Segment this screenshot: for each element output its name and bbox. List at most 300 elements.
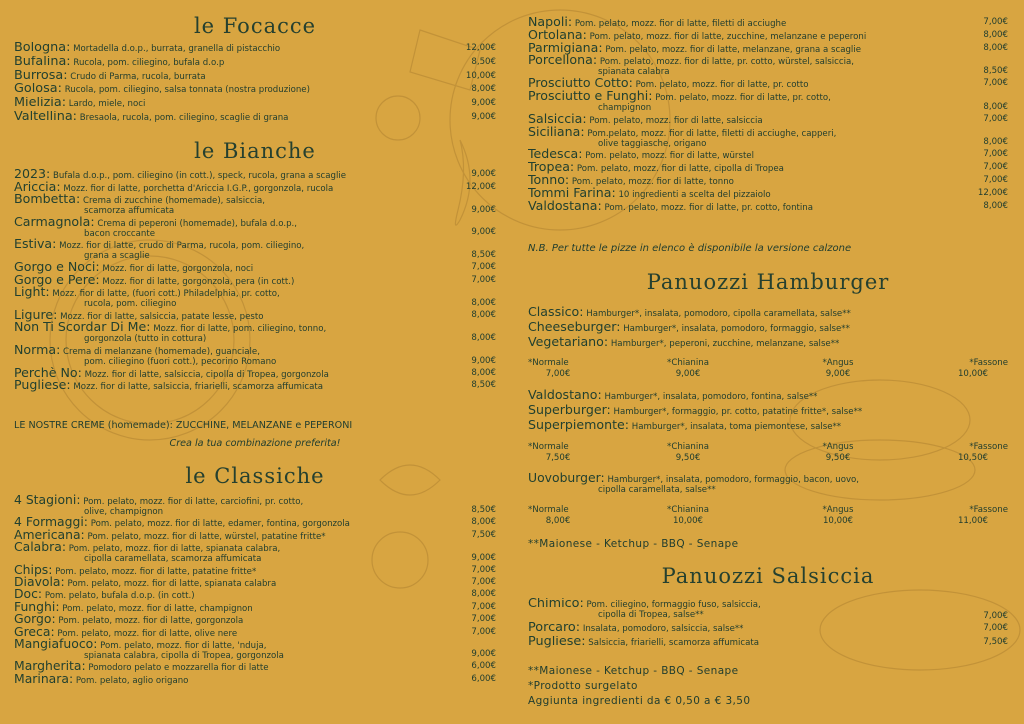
menu-item-line [14,193,496,206]
price-cell-label: *Angus [822,442,854,452]
menu-item-name: Superpiemonte: [528,419,630,432]
menu-item-desc-cont: cipolla caramellata, salse** [598,485,716,495]
menu-item [528,404,1008,417]
menu-item-line [14,541,496,554]
creme-note: LE NOSTRE CREME (homemade): ZUCCHINE, MELANZANE e PEPERONI [14,420,353,431]
menu-item-line [528,622,1008,634]
price-cell-value: 9,00€ [825,368,851,379]
menu-item-name: Perchè No: [14,366,82,380]
menu-item-name: Prosciutto Cotto: [528,77,633,91]
menu-item-desc-cont: scamorza affumicata [84,206,175,217]
price-cell-value: 11,00€ [957,515,989,526]
menu-item-desc: Pom. pelato, mozz. fior di latte, patatine fritte* [55,566,257,577]
menu-item-line [14,321,496,334]
menu-item-price: 9,00€ [471,204,496,215]
classiche-title: le Classiche [185,464,325,488]
menu-item-price: 8,50€ [471,249,496,260]
menu-item-price: 8,00€ [471,517,496,528]
menu-item-desc: Pom. pelato, mozz. fior di latte, tonno [571,177,734,187]
menu-item-name: Bufalina: [14,55,71,68]
menu-item-line [528,90,1008,103]
menu-item-name: Mangiafuoco: [14,638,98,651]
menu-item-desc: Hamburger*, insalata, toma piemontese, salse** [631,422,842,432]
price-cell-label: *Fassone [969,358,1008,368]
menu-item-desc: Pom. pelato, mozz. fior di latte, salsiccia [589,115,763,126]
menu-item-desc: Pom. ciliegino, formaggio fuso, salsiccia, [586,600,761,610]
menu-item-price: 7,50€ [471,529,496,540]
menu-item-line [14,601,496,614]
menu-item-price: 7,50€ [983,637,1008,647]
menu-item-line [528,321,1008,334]
menu-item-price: 8,50€ [983,66,1008,77]
menu-item-desc: Pomodoro pelato e mozzarella fior di latte [88,663,269,674]
price-cell-label: *Chianina [667,442,709,452]
menu-item-desc: Lardo, miele, noci [68,99,146,110]
menu-item-line [528,161,1008,174]
menu-item-price: 9,00€ [471,552,496,563]
menu-item-desc-cont: olive taggiasche, origano [598,138,707,149]
menu-item-line [14,97,496,109]
price-cell [938,442,1008,463]
menu-item-desc: Mozz. fior di latte, pom. ciliegino, tonno, [153,324,327,335]
menu-item [14,494,496,517]
menu-item-desc: Pom. pelato, mozz. fior di latte, 'nduja, [100,641,267,651]
menu-item [528,77,1008,90]
menu-item-name: Gorgo e Pere: [14,273,100,287]
menu-item-line [528,113,1008,126]
extra-ingredients-note: Aggiunta ingredienti da € 0,50 a € 3,50 [528,695,751,707]
menu-item-line [14,494,496,507]
salsiccia-title: Panuozzi Salsiccia [661,564,875,588]
price-cell [638,358,738,379]
menu-item-line [528,148,1008,161]
menu-item-line [14,261,496,274]
menu-item-name: Parmigiana: [528,41,603,55]
menu-item-line [14,564,496,577]
menu-item [14,238,496,261]
menu-item-name: Marinara: [14,672,74,686]
menu-item-name: Cheeseburger: [528,321,621,334]
menu-item-name: Norma: [14,344,61,357]
menu-item-desc: Hamburger*, peperoni, zucchine, melanzane, salse** [610,339,840,349]
menu-item-desc: 10 ingredienti a scelta del pizzaiolo [618,189,771,200]
menu-item-name: Non Ti Scordar Di Me: [14,321,151,335]
menu-item [528,174,1008,187]
menu-item-line [14,181,496,194]
menu-item [528,419,1008,432]
menu-item-desc: Pom. pelato, mozz. fior di latte, gorgonzola [58,616,244,627]
menu-item-name: Valtellina: [14,111,77,123]
price-cell-value: 8,00€ [545,515,571,526]
menu-item [528,126,1008,149]
focacce-title: le Focacce [193,14,317,38]
menu-item-price: 6,00€ [471,661,496,672]
price-cell [788,505,888,526]
menu-item-name: Chimico: [528,598,584,610]
menu-item-line [14,613,496,626]
price-cell-label: *Normale [528,442,569,452]
menu-item-name: Classico: [528,306,584,319]
price-cell-label: *Chianina [667,358,709,368]
price-cell-label: *Fassone [969,442,1008,452]
menu-item-desc: Rucola, pom. ciliegino, salsa tonnata (nostra produzione) [64,85,310,96]
menu-item-price: 9,00€ [471,98,496,109]
menu-item-desc-cont: spianata calabra, cipolla di Tropea, gorgonzola [84,651,284,661]
menu-item-price: 7,00€ [983,113,1008,124]
menu-item-line [14,673,496,686]
menu-item-price: 8,00€ [471,297,496,308]
salsiccia-sauces: **Maionese - Ketchup - BBQ - Senape [528,665,739,677]
menu-item-line [14,111,496,123]
menu-item-name: Prosciutto e Funghi: [528,90,653,103]
menu-item-desc: Pom. pelato, mozz. fior di latte, filetti di acciughe [574,19,787,29]
menu-item [14,193,496,216]
menu-item-line [14,70,496,82]
menu-item-line [528,389,1008,402]
menu-item-desc: Pom. pelato, mozz. fior di latte, pr. cotto, [655,93,831,103]
menu-item-desc: Hamburger*, insalata, pomodoro, formaggio, salse** [623,324,850,334]
menu-item [14,541,496,564]
menu-item [14,601,496,614]
menu-item-line [14,56,496,68]
calzone-note: N.B. Per tutte le pizze in elenco è disponibile la versione calzone [528,243,852,254]
menu-item [14,379,496,392]
price-cell-label: *Fassone [969,505,1008,515]
combination-note: Crea la tua combinazione preferita! [169,438,341,449]
menu-item-line [528,29,1008,42]
menu-item-line [14,516,496,529]
menu-item-desc-cont: grana a scaglie [84,251,150,262]
menu-item-price: 8,00€ [471,367,496,378]
menu-item-line [14,588,496,601]
menu-item-desc: Pom. pelato, mozz. fior di latte, cipolla di Tropea [576,164,784,175]
menu-item-price: 9,00€ [471,112,496,122]
menu-item-line [528,174,1008,187]
hamburger-sauces: **Maionese - Ketchup - BBQ - Senape [528,538,739,550]
menu-item [14,576,496,589]
menu-item-name: Siciliana: [528,125,585,139]
menu-item-price: 12,00€ [465,181,496,192]
menu-item-price: 9,00€ [471,227,496,238]
menu-item-price: 7,00€ [471,262,496,272]
price-cell-value: 10,00€ [672,515,704,526]
menu-item [14,613,496,626]
menu-item-desc: Bufala d.o.p., pom. ciliegino (in cott.), speck, rucola, grana a scaglie [53,171,347,181]
menu-item-desc-cont: gorgonzola (tutto in cottura) [84,334,207,345]
menu-item-desc-cont: rucola, pom. ciliegino [84,299,177,310]
menu-item-name: Salsiccia: [528,112,587,126]
menu-item-desc: Hamburger*, insalata, pomodoro, cipolla caramellata, salse** [586,309,851,319]
menu-item-desc: Pom. pelato, mozz. fior di latte, olive nere [57,628,238,639]
menu-item [528,306,1008,319]
menu-item-price: 7,00€ [471,564,496,575]
menu-item-line [528,187,1008,200]
price-cell-value: 7,50€ [545,452,571,463]
menu-item-line [14,626,496,639]
menu-item-name: Light: [14,286,50,300]
menu-item-desc: Crudo di Parma, rucola, burrata [70,71,206,82]
menu-item [14,660,496,673]
menu-item-name: Tropea: [528,161,575,175]
menu-item-name: Mielizia: [14,97,67,110]
menu-item [14,673,496,686]
price-cell-label: *Chianina [667,505,709,515]
menu-item [14,321,496,344]
menu-item-name: Porcaro: [528,622,581,634]
menu-item-desc: Pom. pelato, mozz. fior di latte, spianata calabra [67,579,277,589]
menu-item-desc-cont: champignon [598,103,652,113]
menu-item [14,56,496,68]
menu-item-line [14,274,496,287]
menu-item-desc: Pom. pelato, aglio origano [75,675,189,686]
menu-item [14,286,496,309]
price-cell [528,442,588,463]
menu-item-price: 7,00€ [983,149,1008,160]
menu-item-line [528,636,1008,648]
frozen-note: *Prodotto surgelato [528,680,638,692]
menu-item [14,588,496,601]
price-grid [528,358,1008,379]
menu-item-name: Estiva: [14,238,57,252]
menu-item-desc: Mozz. fior di latte, (fuori cott.) Philadelphia, pr. cotto, [52,289,280,300]
menu-item-price: 7,00€ [983,162,1008,173]
menu-item [14,274,496,287]
menu-item [528,187,1008,200]
menu-item-name: Tommi Farina: [528,186,616,200]
menu-item [528,90,1008,113]
menu-item-price: 7,00€ [983,175,1008,185]
menu-item-line [528,200,1008,213]
menu-item [14,83,496,95]
menu-item-desc: Mozz. fior di latte, gorgonzola, noci [102,264,254,274]
price-grid [528,442,1008,463]
menu-item-name: Americana: [14,528,85,542]
menu-item [14,111,496,123]
menu-item-desc-cont: pom. ciliegino (fuori cott.), pecorino Romano [84,357,277,367]
menu-item-name: Uovoburger: [528,472,605,485]
menu-item-line [528,472,1008,485]
menu-item-desc: Bresaola, rucola, pom. ciliegino, scaglie di grana [79,113,289,123]
menu-item-desc: Pom. pelato, mozz. fior di latte, melanzane, grana a scaglie [605,44,861,55]
menu-item-desc: Crema di zucchine (homemade), salsiccia, [82,196,265,207]
menu-item-name: Tedesca: [528,148,583,162]
price-cell [638,505,738,526]
menu-item [14,367,496,380]
menu-item-desc: Pom. pelato, mozz. fior di latte, carciofini, pr. cotto, [83,497,304,507]
menu-item-name: Burrosa: [14,69,68,82]
menu-item-line [528,126,1008,139]
menu-item-name: Superburger: [528,404,611,417]
menu-item-line [528,306,1008,319]
menu-item-desc-cont: olive, champignon [84,507,164,517]
menu-item-line [14,83,496,95]
menu-item-name: Valdostano: [528,389,602,402]
menu-item-line [528,54,1008,67]
menu-item-desc: Pom. pelato, mozz. fior di latte, pr. cotto [635,80,809,91]
menu-item [14,564,496,577]
menu-item-line [528,16,1008,29]
price-cell-value: 10,50€ [957,452,989,463]
menu-item-price: 8,00€ [471,309,496,320]
menu-item-price: 6,00€ [471,673,496,684]
menu-item [14,168,496,181]
menu-item-desc: Rucola, pom. ciliegino, bufala d.o.p [73,57,225,68]
menu-item-desc: Pom. pelato, mozz. fior di latte, champignon [62,603,253,614]
menu-item-desc: Pom.pelato, mozz. fior di latte, filetti di acciughe, capperi, [587,128,837,139]
menu-item [14,261,496,274]
menu-item-line [14,379,496,392]
menu-item [14,181,496,194]
menu-item-price: 8,00€ [983,42,1008,53]
menu-item [528,336,1008,349]
menu-item-price: 7,00€ [983,611,1008,621]
menu-item-desc: Pom. pelato, mozz. fior di latte, edamer, fontina, gorgonzola [90,519,350,530]
menu-item-name: Tonno: [528,174,570,187]
menu-item-name: Carmagnola: [14,215,95,229]
price-cell [638,442,738,463]
menu-item-name: 2023: [14,168,51,181]
menu-item [14,216,496,239]
menu-item-line [14,660,496,673]
menu-item [528,54,1008,77]
menu-item-price: 9,00€ [471,169,496,179]
menu-item [528,29,1008,42]
menu-item-desc: Mozz. fior di latte, crudo di Parma, rucola, pom. ciliegino, [59,241,305,252]
menu-item-line [528,404,1008,417]
menu-item-name: Porcellona: [528,54,598,68]
menu-item-desc: Pom. pelato, mozz. fior di latte, spianata calabra, [68,544,281,555]
menu-item-price: 7,00€ [471,601,496,612]
menu-item [14,309,496,322]
menu-item-desc: Crema di peperoni (homemade), bufala d.o.p., [97,218,297,229]
menu-item-price: 8,50€ [471,380,496,391]
menu-item-price: 8,00€ [471,84,496,95]
menu-item-name: Chips: [14,563,53,577]
menu-item-price: 8,00€ [471,589,496,600]
price-cell [788,442,888,463]
menu-item-line [14,344,496,357]
menu-item-price: 12,00€ [465,43,496,53]
menu-item-name: Pugliese: [14,379,71,393]
price-cell-value: 10,00€ [957,368,989,379]
menu-item-name: Diavola: [14,576,65,589]
menu-item-desc-cont: cipolla di Tropea, salse** [598,610,704,620]
menu-item-desc: Hamburger*, formaggio, pr. cotto, patatine fritte*, salse** [613,407,863,417]
menu-item [528,42,1008,55]
price-cell [938,505,1008,526]
menu-item [14,638,496,661]
menu-item-desc-cont: spianata calabra [598,67,670,78]
menu-item [528,148,1008,161]
price-cell [528,505,588,526]
menu-item-name: Valdostana: [528,199,602,213]
menu-item-name: Ortolana: [528,28,587,42]
menu-item [14,529,496,542]
price-cell [528,358,588,379]
menu-item-desc: Mozz. fior di latte, salsiccia, friarielli, scamorza affumicata [73,382,323,393]
menu-item-desc: Mozz. fior di latte, salsiccia, patate lesse, pesto [60,311,264,322]
price-cell [788,358,888,379]
menu-item-price: 8,00€ [983,137,1008,148]
menu-item [528,161,1008,174]
menu-item-price: 7,00€ [471,614,496,625]
menu-item-desc-cont: bacon croccante [84,228,156,239]
menu-item [528,636,1008,648]
price-cell-label: *Normale [528,505,569,515]
menu-item-name: Golosa: [14,83,62,96]
menu-item-desc: Crema di melanzane (homemade), guanciale, [63,347,260,357]
hamburger-title: Panuozzi Hamburger [646,270,890,294]
menu-item-price: 8,00€ [983,29,1008,40]
menu-item-desc: Pom. pelato, mozz. fior di latte, pr. cotto, würstel, salsiccia, [599,57,854,68]
price-cell-label: *Angus [822,505,854,515]
menu-item-name: Doc: [14,588,43,602]
menu-item-desc-cont: cipolla caramellata, scamorza affumicata [84,554,262,565]
menu-item [528,598,1008,620]
menu-item-price: 7,00€ [983,17,1008,27]
menu-item [14,42,496,54]
menu-item [528,622,1008,634]
menu-item-price: 8,50€ [471,505,496,516]
menu-item-name: Vegetariano: [528,336,609,349]
menu-item [528,16,1008,29]
menu-item-desc: Hamburger*, insalata, pomodoro, formaggio, bacon, uovo, [607,475,860,485]
menu-item-line [528,77,1008,90]
menu-item-name: 4 Formaggi: [14,516,88,530]
menu-item-desc: Pom. pelato, mozz. fior di latte, würstel [585,151,754,162]
menu-item-name: Gorgo: [14,613,56,627]
price-cell-value: 9,00€ [675,368,701,379]
menu-item-desc: Mozz. fior di latte, salsiccia, cipolla di Tropea, gorgonzola [84,369,329,380]
menu-item [14,344,496,367]
price-cell [938,358,1008,379]
menu-item-line [14,286,496,299]
menu-item-price: 8,00€ [983,101,1008,112]
menu-item [14,516,496,529]
menu-item-line [528,598,1008,610]
menu-item-name: Bombetta: [14,193,81,207]
menu-item-line [528,336,1008,349]
menu-item-price: 7,00€ [983,623,1008,633]
menu-item-line [528,419,1008,432]
price-grid [528,505,1008,526]
menu-item [528,113,1008,126]
menu-item-desc: Hamburger*, insalata, pomodoro, fontina, salse** [604,392,818,402]
menu-item-price: 8,00€ [983,200,1008,211]
menu-item-desc: Salsiccia, friarielli, scamorza affumicata [588,638,760,648]
menu-item-desc: Pom. pelato, mozz. fior di latte, pr. cotto, fontina [604,202,813,213]
menu-item-desc: Pom. pelato, bufala d.o.p. (in cott.) [44,591,195,602]
menu-item-price: 10,00€ [465,70,496,81]
menu-item-desc: Mozz. fior di latte, porchetta d'Ariccia I.G.P., gorgonzola, rucola [63,183,334,194]
menu-item [528,472,1008,495]
price-cell-value: 9,50€ [675,452,701,463]
menu-item-desc: Mortadella d.o.p., burrata, granella di pistacchio [73,44,281,54]
menu-item-line [14,216,496,229]
menu-item-name: Napoli: [528,16,573,29]
menu-item-name: Bologna: [14,42,71,54]
price-cell-value: 7,00€ [545,368,571,379]
menu-item [528,321,1008,334]
menu-item-line [14,367,496,380]
menu-item-price: 8,00€ [471,332,496,343]
menu-item-name: Margherita: [14,660,86,674]
menu-item-name: Pugliese: [528,636,586,648]
menu-item-desc: Pom. pelato, mozz. fior di latte, würstel, patatine fritte* [87,531,326,542]
menu-item [14,97,496,109]
menu-item-line [14,576,496,589]
menu-item-line [14,529,496,542]
